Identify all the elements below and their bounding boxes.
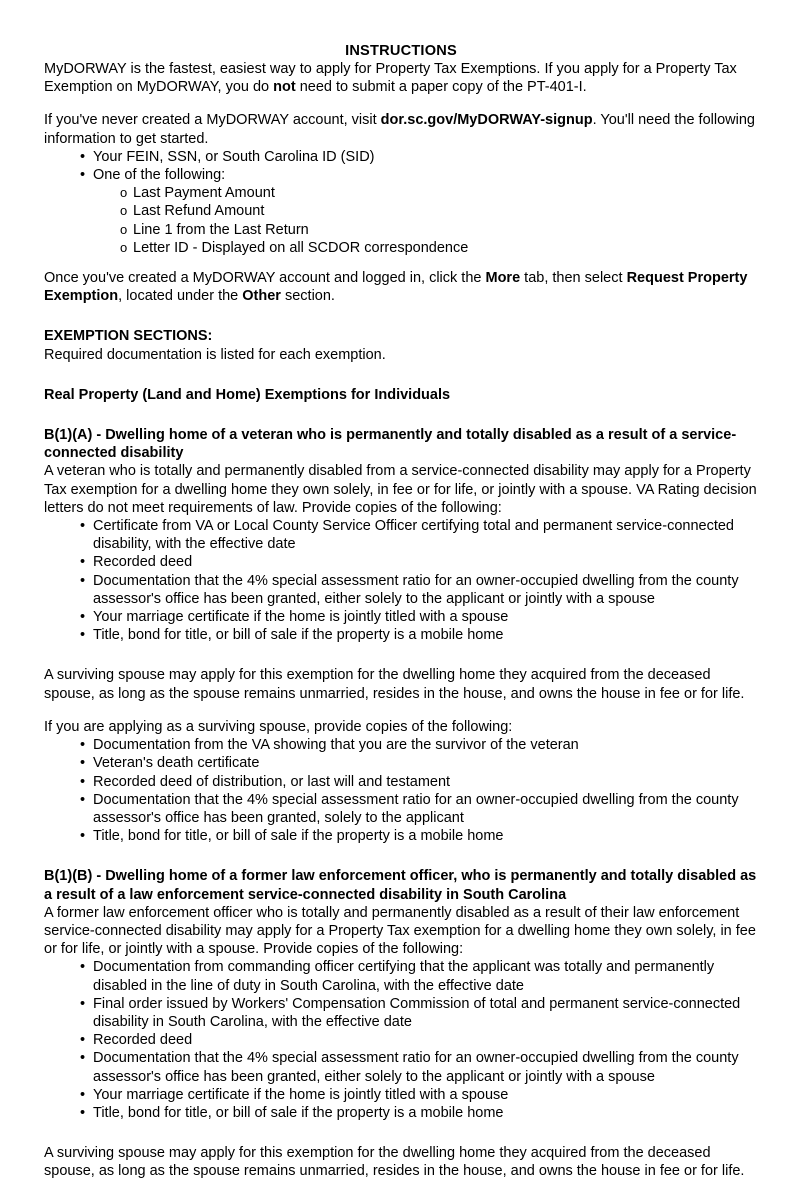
list-item: • Recorded deed xyxy=(44,553,758,571)
list-item: • Your marriage certificate if the home is jointly titled with a spouse xyxy=(44,608,758,626)
list-item: o Line 1 from the Last Return xyxy=(44,221,758,239)
list-item: • Title, bond for title, or bill of sale if the property is a mobile home xyxy=(44,1104,758,1122)
exemption-sections-heading: EXEMPTION SECTIONS: xyxy=(44,328,213,345)
b1a-surviving-spouse-list xyxy=(44,736,758,845)
intro-paragraph-2 xyxy=(44,111,758,147)
b1a-heading: B(1)(A) - Dwelling home of a veteran who is permanently and totally disabled as a result of a service-connected disability xyxy=(44,427,737,462)
b1b-surviving-spouse-note: A surviving spouse may apply for this exemption for the dwelling home they acquired from the deceased spouse, as long as the spouse remains unmarried, resides in the house, and owns the house in fee or for life. xyxy=(44,1145,745,1180)
intro-p1-bold-not: not xyxy=(273,79,296,96)
b1b-heading: B(1)(B) - Dwelling home of a former law enforcement officer, who is permanently and totally disabled as a result of a law enforcement service-connected disability in South Carolina xyxy=(44,868,757,903)
list-item: • Final order issued by Workers' Compensation Commission of total and permanent service-connected disability in South Carolina, with the effective date xyxy=(44,995,758,1031)
intro-p1-text-a: MyDORWAY is the fastest, easiest way to apply for Property Tax Exemptions. If you apply for a Property Tax Exemption on MyDORWAY, you do xyxy=(44,61,737,96)
intro-p3-text-a: Once you've created a MyDORWAY account and logged in, click the xyxy=(44,270,486,287)
list-item: • One of the following: xyxy=(44,166,758,184)
document-body xyxy=(44,42,758,1181)
intro-bullet-list xyxy=(44,148,758,184)
intro-p2-text-a: If you've never created a MyDORWAY account, visit xyxy=(44,112,381,129)
intro-sub-bullet-list xyxy=(44,184,758,257)
intro-p3-text-b: tab, then select xyxy=(520,270,627,287)
b1a-surviving-spouse-lead: If you are applying as a surviving spouse, provide copies of the following: xyxy=(44,718,513,735)
b1b-requirements-list xyxy=(44,958,758,1122)
other-section-label: Other xyxy=(242,288,281,305)
exemption-sections-subtitle: Required documentation is listed for each exemption. xyxy=(44,346,386,363)
page-title: INSTRUCTIONS xyxy=(345,43,457,59)
list-item: • Certificate from VA or Local County Service Officer certifying total and permanent service-connected disability, with the effective date xyxy=(44,517,758,553)
intro-paragraph-1 xyxy=(44,60,758,96)
list-item: • Documentation from the VA showing that you are the survivor of the veteran xyxy=(44,736,758,754)
b1a-surviving-spouse-note: A surviving spouse may apply for this exemption for the dwelling home they acquired from the deceased spouse, as long as the spouse remains unmarried, resides in the house, and owns the house in fee or for life. xyxy=(44,667,745,702)
more-tab-label: More xyxy=(485,270,521,287)
list-item: • Your FEIN, SSN, or South Carolina ID (SID) xyxy=(44,148,758,166)
real-property-category-heading: Real Property (Land and Home) Exemptions for Individuals xyxy=(44,386,451,403)
list-item: o Last Refund Amount xyxy=(44,202,758,220)
signup-url: dor.sc.gov/MyDORWAY-signup xyxy=(380,112,593,129)
intro-p3-text-c: , located under the xyxy=(118,288,243,305)
b1b-body: A former law enforcement officer who is totally and permanently disabled as a result of their law enforcement service-connected disability may apply for a Property Tax exemption for a dwelling home they own solely, in fee or for life, or jointly with a spouse. Provide copies of the following: xyxy=(44,904,756,958)
list-item: • Recorded deed xyxy=(44,1031,758,1049)
b1a-body: A veteran who is totally and permanently disabled from a service-connected disability may apply for a Property Tax exemption for a dwelling home they own solely, in fee or for life, or jointly with a spouse. VA Rating decision letters do not meet requirements of law. Provide copies of the following: xyxy=(44,463,757,516)
list-item: • Documentation from commanding officer certifying that the applicant was totally and permanently disabled in the line of duty in South Carolina, with the effective date xyxy=(44,958,758,994)
intro-p1-text-b: need to submit a paper copy of the PT-401-I. xyxy=(295,79,587,96)
list-item: o Last Payment Amount xyxy=(44,184,758,202)
list-item: • Your marriage certificate if the home is jointly titled with a spouse xyxy=(44,1086,758,1104)
list-item: • Documentation that the 4% special assessment ratio for an owner-occupied dwelling from the county assessor's office has been granted, either solely to the applicant or jointly with a spouse xyxy=(44,1049,758,1085)
list-item: o Letter ID - Displayed on all SCDOR correspondence xyxy=(44,239,758,257)
list-item: • Documentation that the 4% special assessment ratio for an owner-occupied dwelling from the county assessor's office has been granted, solely to the applicant xyxy=(44,791,758,827)
list-item: • Documentation that the 4% special assessment ratio for an owner-occupied dwelling from the county assessor's office has been granted, either solely to the applicant or jointly with a spouse xyxy=(44,572,758,608)
intro-p2-text-b: . You'll need the following information to get started. xyxy=(44,112,755,147)
b1a-requirements-list xyxy=(44,517,758,644)
request-property-exemption-label: Request Property Exemption xyxy=(44,270,748,305)
list-item: • Veteran's death certificate xyxy=(44,754,758,772)
list-item: • Title, bond for title, or bill of sale if the property is a mobile home xyxy=(44,626,758,644)
intro-paragraph-3 xyxy=(44,269,758,305)
list-item: • Title, bond for title, or bill of sale if the property is a mobile home xyxy=(44,827,758,845)
list-item: • Recorded deed of distribution, or last will and testament xyxy=(44,773,758,791)
intro-p3-text-d: section. xyxy=(280,288,335,305)
